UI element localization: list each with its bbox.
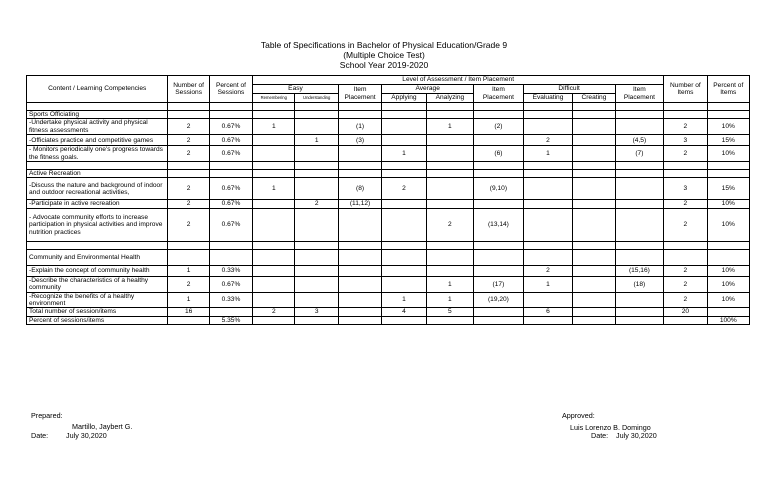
empty-cell xyxy=(474,316,524,324)
creating-cell xyxy=(573,119,615,135)
analyzing-cell xyxy=(426,200,474,208)
prepared-date: July 30,2020 xyxy=(66,431,107,440)
applying-cell xyxy=(382,200,426,208)
empty-cell xyxy=(664,111,707,119)
empty-cell xyxy=(573,308,615,316)
empty-cell xyxy=(615,111,664,119)
evaluating-cell xyxy=(523,292,573,308)
empty-cell xyxy=(382,316,426,324)
empty-cell xyxy=(295,241,338,249)
remembering-cell xyxy=(253,146,295,162)
easy-placement-cell xyxy=(338,265,381,276)
remembering-cell xyxy=(253,292,295,308)
analyzing-cell: 1 xyxy=(426,119,474,135)
empty-cell xyxy=(382,241,426,249)
difficult-placement-cell: (18) xyxy=(615,276,664,292)
empty-cell xyxy=(573,162,615,170)
empty-cell xyxy=(209,103,252,111)
table-row xyxy=(27,208,750,241)
table-row xyxy=(27,146,750,162)
percent-sessions-cell: 0.67% xyxy=(209,135,252,146)
remembering-cell xyxy=(253,135,295,146)
difficult-placement-cell xyxy=(615,292,664,308)
num-items-cell: 3 xyxy=(664,135,707,146)
percent-sessions-total: 5.35% xyxy=(209,316,252,324)
empty-cell xyxy=(615,162,664,170)
percent-items-cell: 10% xyxy=(707,200,749,208)
num-items-cell: 2 xyxy=(664,119,707,135)
easy-placement-cell: (1) xyxy=(338,119,381,135)
empty-cell xyxy=(664,170,707,178)
table-row xyxy=(27,135,750,146)
table-row xyxy=(27,200,750,208)
percent-items-cell: 15% xyxy=(707,178,749,200)
sessions-cell: 2 xyxy=(168,276,209,292)
evaluating-cell: 1 xyxy=(523,146,573,162)
totals-items: 20 xyxy=(664,308,707,316)
totals-row xyxy=(27,308,750,316)
percent-items-cell: 10% xyxy=(707,292,749,308)
remembering-cell xyxy=(253,276,295,292)
competency-text: - Advocate community efforts to increase participation in physical activities and improve nutrition practices xyxy=(27,208,168,241)
empty-cell xyxy=(253,249,295,265)
empty-cell xyxy=(168,162,209,170)
header-easy-placement: Item Placement xyxy=(338,85,381,103)
empty-cell xyxy=(295,111,338,119)
creating-cell xyxy=(573,292,615,308)
section-header-row xyxy=(27,249,750,265)
empty-cell xyxy=(474,103,524,111)
empty-cell xyxy=(382,170,426,178)
empty-cell xyxy=(253,103,295,111)
header-analyzing: Analyzing xyxy=(426,94,474,103)
sessions-cell: 1 xyxy=(168,292,209,308)
analyzing-cell: 1 xyxy=(426,276,474,292)
header-remembering: Remembering xyxy=(253,94,295,103)
header-average-placement: Item Placement xyxy=(474,85,524,103)
header-understanding: Understanding xyxy=(295,94,338,103)
evaluating-cell xyxy=(523,208,573,241)
section-header-row xyxy=(27,170,750,178)
header-difficult: Difficult xyxy=(523,85,615,94)
approved-date-label: Date: xyxy=(591,431,609,440)
analyzing-cell: 1 xyxy=(426,292,474,308)
spacer-row xyxy=(27,103,750,111)
understanding-cell xyxy=(295,292,338,308)
empty-cell xyxy=(615,170,664,178)
empty-cell xyxy=(707,170,749,178)
competency-text: -Recognize the benefits of a healthy environment xyxy=(27,292,168,308)
empty-cell xyxy=(474,308,524,316)
approved-label: Approved: xyxy=(562,411,595,420)
analyzing-cell xyxy=(426,265,474,276)
analyzing-cell: 2 xyxy=(426,208,474,241)
easy-placement-cell xyxy=(338,146,381,162)
empty-cell xyxy=(338,103,381,111)
empty-cell xyxy=(523,249,573,265)
totals-evaluating: 6 xyxy=(523,308,573,316)
empty-cell xyxy=(707,111,749,119)
understanding-cell xyxy=(295,265,338,276)
creating-cell xyxy=(573,276,615,292)
spacer-row xyxy=(27,241,750,249)
percent-items-cell: 10% xyxy=(707,265,749,276)
percent-sessions-cell: 0.67% xyxy=(209,146,252,162)
applying-cell xyxy=(382,135,426,146)
table-row xyxy=(27,292,750,308)
difficult-placement-cell xyxy=(615,119,664,135)
empty-cell xyxy=(426,241,474,249)
remembering-cell: 1 xyxy=(253,119,295,135)
average-placement-cell: (17) xyxy=(474,276,524,292)
empty-cell xyxy=(573,111,615,119)
competency-text: -Undertake physical activity and physical fitness assessments xyxy=(27,119,168,135)
empty-cell xyxy=(209,162,252,170)
empty-cell xyxy=(474,162,524,170)
percent-items-cell: 10% xyxy=(707,208,749,241)
sessions-cell: 2 xyxy=(168,135,209,146)
analyzing-cell xyxy=(426,135,474,146)
empty-cell xyxy=(523,241,573,249)
sessions-cell: 2 xyxy=(168,178,209,200)
empty-cell xyxy=(707,241,749,249)
competency-text: -Discuss the nature and background of indoor and outdoor recreational activities, xyxy=(27,178,168,200)
num-items-cell: 2 xyxy=(664,200,707,208)
empty-cell xyxy=(523,316,573,324)
empty-cell xyxy=(295,162,338,170)
totals-analyzing: 5 xyxy=(426,308,474,316)
competency-text: -Officiates practice and competitive games xyxy=(27,135,168,146)
percent-items-cell: 15% xyxy=(707,135,749,146)
creating-cell xyxy=(573,146,615,162)
empty-cell xyxy=(382,162,426,170)
empty-cell xyxy=(615,308,664,316)
empty-cell xyxy=(615,316,664,324)
num-items-cell: 2 xyxy=(664,276,707,292)
applying-cell xyxy=(382,265,426,276)
empty-cell xyxy=(573,316,615,324)
understanding-cell xyxy=(295,276,338,292)
header-creating: Creating xyxy=(573,94,615,103)
empty-cell xyxy=(523,111,573,119)
remembering-cell xyxy=(253,200,295,208)
applying-cell xyxy=(382,276,426,292)
empty-cell xyxy=(338,241,381,249)
num-items-cell: 2 xyxy=(664,292,707,308)
empty-cell xyxy=(27,241,168,249)
totals-label: Total number of session/items xyxy=(27,308,168,316)
understanding-cell xyxy=(295,178,338,200)
applying-cell: 2 xyxy=(382,178,426,200)
percent-sessions-cell: 0.67% xyxy=(209,200,252,208)
empty-cell xyxy=(209,249,252,265)
empty-cell xyxy=(426,249,474,265)
creating-cell xyxy=(573,265,615,276)
empty-cell xyxy=(573,241,615,249)
easy-placement-cell: (3) xyxy=(338,135,381,146)
creating-cell xyxy=(573,135,615,146)
empty-cell xyxy=(707,249,749,265)
empty-cell xyxy=(382,103,426,111)
empty-cell xyxy=(664,103,707,111)
empty-cell xyxy=(338,162,381,170)
document-title xyxy=(0,40,768,70)
num-items-cell: 3 xyxy=(664,178,707,200)
header-evaluating: Evaluating xyxy=(523,94,573,103)
empty-cell xyxy=(338,316,381,324)
empty-cell xyxy=(474,170,524,178)
spacer-row xyxy=(27,162,750,170)
empty-cell xyxy=(209,111,252,119)
applying-cell: 1 xyxy=(382,292,426,308)
empty-cell xyxy=(426,316,474,324)
empty-cell xyxy=(474,241,524,249)
section-title: Active Recreation xyxy=(27,170,168,178)
competency-text: -Explain the concept of community health xyxy=(27,265,168,276)
prepared-name: Martillo, Jaybert G. xyxy=(72,422,133,431)
title-line-1: Table of Specifications in Bachelor of Physical Education/Grade 9 xyxy=(260,40,508,50)
evaluating-cell xyxy=(523,200,573,208)
empty-cell xyxy=(168,316,209,324)
empty-cell xyxy=(338,170,381,178)
percent-sessions-cell: 0.33% xyxy=(209,292,252,308)
totals-remembering: 2 xyxy=(253,308,295,316)
easy-placement-cell: (8) xyxy=(338,178,381,200)
empty-cell xyxy=(27,103,168,111)
header-applying: Applying xyxy=(382,94,426,103)
sessions-cell: 2 xyxy=(168,119,209,135)
evaluating-cell xyxy=(523,178,573,200)
percent-sessions-cell: 0.67% xyxy=(209,276,252,292)
creating-cell xyxy=(573,208,615,241)
empty-cell xyxy=(253,170,295,178)
empty-cell xyxy=(664,241,707,249)
totals-sessions: 16 xyxy=(168,308,209,316)
applying-cell xyxy=(382,208,426,241)
empty-cell xyxy=(209,170,252,178)
understanding-cell: 2 xyxy=(295,200,338,208)
average-placement-cell xyxy=(474,265,524,276)
table-row xyxy=(27,178,750,200)
sessions-cell: 2 xyxy=(168,200,209,208)
sessions-cell: 2 xyxy=(168,208,209,241)
evaluating-cell: 2 xyxy=(523,135,573,146)
empty-cell xyxy=(338,308,381,316)
section-header-row xyxy=(27,111,750,119)
empty-cell xyxy=(168,249,209,265)
empty-cell xyxy=(615,249,664,265)
remembering-cell xyxy=(253,208,295,241)
empty-cell xyxy=(253,241,295,249)
empty-cell xyxy=(168,111,209,119)
header-sessions: Number of Sessions xyxy=(168,76,209,103)
creating-cell xyxy=(573,200,615,208)
empty-cell xyxy=(295,170,338,178)
table-row xyxy=(27,276,750,292)
easy-placement-cell: (11,12) xyxy=(338,200,381,208)
header-average: Average xyxy=(382,85,474,94)
evaluating-cell xyxy=(523,119,573,135)
evaluating-cell: 2 xyxy=(523,265,573,276)
percent-items-cell: 10% xyxy=(707,146,749,162)
empty-cell xyxy=(573,103,615,111)
num-items-cell: 2 xyxy=(664,208,707,241)
percent-sessions-cell: 0.67% xyxy=(209,208,252,241)
difficult-placement-cell xyxy=(615,178,664,200)
easy-placement-cell xyxy=(338,208,381,241)
totals-understanding: 3 xyxy=(295,308,338,316)
header-percent-sessions: Percent of Sessions xyxy=(209,76,252,103)
empty-cell xyxy=(707,308,749,316)
empty-cell xyxy=(382,249,426,265)
competency-text: - Monitors periodically one's progress towards the fitness goals. xyxy=(27,146,168,162)
empty-cell xyxy=(615,103,664,111)
empty-cell xyxy=(253,162,295,170)
average-placement-cell: (2) xyxy=(474,119,524,135)
percent-sessions-cell: 0.67% xyxy=(209,119,252,135)
understanding-cell: 1 xyxy=(295,135,338,146)
empty-cell xyxy=(707,162,749,170)
percent-items-cell: 10% xyxy=(707,119,749,135)
average-placement-cell: (9,10) xyxy=(474,178,524,200)
empty-cell xyxy=(253,316,295,324)
difficult-placement-cell xyxy=(615,200,664,208)
title-line-3: School Year 2019-2020 xyxy=(339,60,429,70)
empty-cell xyxy=(295,103,338,111)
empty-cell xyxy=(664,316,707,324)
empty-cell xyxy=(523,103,573,111)
average-placement-cell: (6) xyxy=(474,146,524,162)
table-row xyxy=(27,119,750,135)
analyzing-cell xyxy=(426,178,474,200)
percent-row xyxy=(27,316,750,324)
totals-applying: 4 xyxy=(382,308,426,316)
understanding-cell xyxy=(295,208,338,241)
num-items-cell: 2 xyxy=(664,146,707,162)
average-placement-cell: (13,14) xyxy=(474,208,524,241)
creating-cell xyxy=(573,178,615,200)
empty-cell xyxy=(27,162,168,170)
difficult-placement-cell: (4,5) xyxy=(615,135,664,146)
analyzing-cell xyxy=(426,146,474,162)
title-line-2: (Multiple Choice Test) xyxy=(343,50,425,60)
easy-placement-cell xyxy=(338,292,381,308)
empty-cell xyxy=(253,111,295,119)
empty-cell xyxy=(664,249,707,265)
header-level: Level of Assessment / Item Placement xyxy=(253,76,664,85)
competency-text: -Describe the characteristics of a healthy community xyxy=(27,276,168,292)
prepared-date-label: Date: xyxy=(31,431,49,440)
sessions-cell: 2 xyxy=(168,146,209,162)
prepared-label: Prepared: xyxy=(31,411,63,420)
header-num-items: Number of Items xyxy=(664,76,707,103)
average-placement-cell xyxy=(474,200,524,208)
difficult-placement-cell: (7) xyxy=(615,146,664,162)
difficult-placement-cell xyxy=(615,208,664,241)
average-placement-cell: (19,20) xyxy=(474,292,524,308)
empty-cell xyxy=(295,249,338,265)
empty-cell xyxy=(573,249,615,265)
understanding-cell xyxy=(295,146,338,162)
header-easy: Easy xyxy=(253,85,339,94)
percent-sessions-cell: 0.67% xyxy=(209,178,252,200)
empty-cell xyxy=(664,162,707,170)
section-title: Community and Environmental Health xyxy=(27,249,168,265)
empty-cell xyxy=(168,103,209,111)
empty-cell xyxy=(168,241,209,249)
easy-placement-cell xyxy=(338,276,381,292)
sessions-cell: 1 xyxy=(168,265,209,276)
empty-cell xyxy=(426,103,474,111)
evaluating-cell: 1 xyxy=(523,276,573,292)
empty-cell xyxy=(426,162,474,170)
empty-cell xyxy=(426,111,474,119)
applying-cell: 1 xyxy=(382,146,426,162)
difficult-placement-cell: (15,16) xyxy=(615,265,664,276)
table-body xyxy=(27,103,750,325)
empty-cell xyxy=(209,241,252,249)
remembering-cell xyxy=(253,265,295,276)
empty-cell xyxy=(523,162,573,170)
header-content: Content / Learning Competencies xyxy=(27,76,168,103)
empty-cell xyxy=(382,111,426,119)
empty-cell xyxy=(338,249,381,265)
section-title: Sports Officiating xyxy=(27,111,168,119)
percent-sessions-cell: 0.33% xyxy=(209,265,252,276)
approved-date: July 30,2020 xyxy=(616,431,657,440)
empty-cell xyxy=(209,308,252,316)
empty-cell xyxy=(523,170,573,178)
percent-items-cell: 10% xyxy=(707,276,749,292)
percent-items-total: 100% xyxy=(707,316,749,324)
empty-cell xyxy=(615,241,664,249)
empty-cell xyxy=(426,170,474,178)
empty-cell xyxy=(707,103,749,111)
empty-cell xyxy=(573,170,615,178)
competency-text: -Participate in active recreation xyxy=(27,200,168,208)
specification-table xyxy=(26,75,750,325)
header-difficult-placement: Item Placement xyxy=(615,85,664,103)
percent-label: Percent of sessions/items xyxy=(27,316,168,324)
header-percent-items: Percent of Items xyxy=(707,76,749,103)
remembering-cell: 1 xyxy=(253,178,295,200)
understanding-cell xyxy=(295,119,338,135)
applying-cell xyxy=(382,119,426,135)
table-row xyxy=(27,265,750,276)
empty-cell xyxy=(168,170,209,178)
empty-cell xyxy=(295,316,338,324)
num-items-cell: 2 xyxy=(664,265,707,276)
empty-cell xyxy=(474,111,524,119)
average-placement-cell xyxy=(474,135,524,146)
empty-cell xyxy=(338,111,381,119)
empty-cell xyxy=(474,249,524,265)
approved-name: Luis Lorenzo B. Domingo xyxy=(570,423,651,432)
